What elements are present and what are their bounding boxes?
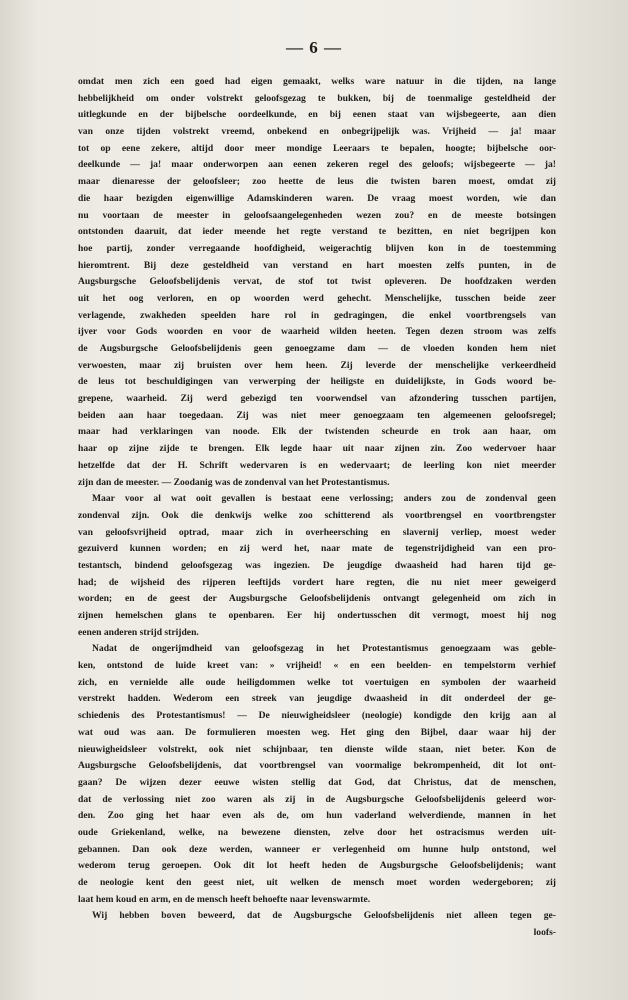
text-line: de leus tot beschuldigingen van verwerping der heiligste en duidelijkste, in Gods woord be- <box>78 376 556 388</box>
text-line: Wij hebben boven beweerd, dat de Augsburgsche Geloofsbelijdenis niet alleen tegen ge- <box>92 910 556 922</box>
text-line: nu voortaan de meester in geloofsaangelegenheden wezen zou? en de meeste botsingen <box>78 209 556 221</box>
text-line: hieromtrent. Bij deze gesteldheid van verstand en hart moesten zelfs punten, in de <box>78 259 556 271</box>
text-line: wederom terug geroepen. Ook dit lot heeft heden de Augsburgsche Geloofsbelijdenis; want <box>78 860 556 872</box>
text-line: de Augsburgsche Geloofsbelijdenis geen genoegzame dam — de vloeden konden hem niet <box>78 343 556 354</box>
text-line: van geloofsvrijheid optrad, maar zich in overheersching en slavernij verliep, moest weder <box>78 526 556 538</box>
text-line: grepene, waarheid. Zij werd gebezigd ten voorwendsel van afzondering tusschen partijen, <box>78 393 556 405</box>
text-line: verstrekt hadden. Wederom een streek van jeugdige dwaasheid in dit onderdeel der ge- <box>78 693 556 705</box>
text-line: eenen anderen strijd strijden. <box>78 626 199 638</box>
text-line: gebannen. Dan ook deze werden, wanneer er verlegenheid om hunne hulp ontstond, wel <box>78 843 556 855</box>
text-line: Nadat de ongerijmdheid van geloofsgezag in het Protestantismus genoegzaam was geble- <box>92 643 556 655</box>
text-line: tot op eene zekere, altijd door meer mondige Leeraars te bepalen, hoogte; bijbelsche oor- <box>78 142 556 154</box>
text-line: oude Griekenland, welke, na bewezene diensten, zelve door het ostracismus werden uit- <box>78 826 556 838</box>
text-line: verwoesten, maar zij bruisten over hem heen. Zij leverde der menschelijke verkeerdheid <box>78 359 556 371</box>
text-line: ijver voor Gods woorden en voor de waarheid wilden heeten. Tegen dezen stroom was zelfs <box>78 326 556 338</box>
text-line: worden; en de geest der Augsburgsche Geloofsbelijdenis ontvangt gelegenheid om zich in <box>78 593 556 605</box>
text-line: loofs- <box>533 927 556 939</box>
text-line: beiden aan haar toegedaan. Zij was niet meer genoegzaam ten algemeenen geloofsregel; <box>78 409 556 421</box>
text-line: wat oud was aan. De formulieren moesten weg. Het ging den Bijbel, daar waar hij der <box>78 726 556 738</box>
text-line: maar had verklaringen van noode. Elk der twistenden scheurde en trok aan haar, om <box>78 426 556 438</box>
text-line: den. Zoo ging het haar even als de, om hun vaderland welverdiende, mannen in het <box>78 810 556 822</box>
text-line: zich, en vernielde alle oude heiligdommen welke tot voertuigen en symbolen der waarheid <box>78 676 556 688</box>
text-line: uit het oog verloren, en op woorden werd gehecht. Menschelijke, tusschen beide zeer <box>78 292 556 304</box>
text-line: hetzelfde dat der H. Schrift wedervaren is en wedervaart; de leerling kon niet meerder <box>78 459 556 471</box>
text-line: laat hem koud en arm, en de mensch heeft behoefte naar levenswarmte. <box>78 893 371 905</box>
text-line: de neologie kent den geest niet, uit welken de mensch moet worden wedergeboren; zij <box>78 877 556 888</box>
text-line: ontstonden daaruit, dat ieder meende het regte verstand te bezitten, en niet begrijpen kon <box>78 226 556 238</box>
text-line: omdat men zich een goed had eigen gemaakt, welks ware natuur in die tijden, na lange <box>78 76 556 87</box>
text-line: hoe partij, zonder verregaande hoofdigheid, weigerachtig blijven kon in de toestemming <box>78 242 556 254</box>
page-number: — 6 — <box>286 38 342 57</box>
text-line: gezuiverd kunnen worden; en zij werd het, naar mate de tegenstrijdigheid van een pro- <box>78 543 556 555</box>
text-line: verlagende, zwakheden speelden hare rol in gedragingen, die enkel voortbrengsels van <box>78 309 556 321</box>
text-line: zijnen hemelschen glans te openbaren. Eer hij ondertusschen dit vermogt, moest hij nog <box>78 610 556 621</box>
text-line: testantsch, bindend geloofsgezag was ingezien. De jeugdige dwaasheid had haren tijd ge- <box>78 559 556 571</box>
text-line: had; de wijsheid des rijperen leeftijds vordert hare regten, die nu niet meer geweigerd <box>78 576 556 588</box>
text-line: zondenval zijn. Ook die denkwijs welke zoo schitterend als voortbrengsel en voortbrengster <box>78 509 556 521</box>
text-line: haar op zijne zijde te brengen. Elk legde haar uit naar zijnen zin. Zoo wedervoer haar <box>78 443 556 455</box>
text-line: Maar voor al wat ooit gevallen is bestaat eene verlossing; anders zou de zondenval geen <box>92 493 556 505</box>
text-line: dat de verlossing niet zoo waren als zij in de Augsburgsche Geloofsbelijdenis geleerd wor- <box>78 793 556 805</box>
text-line: uitlegkunde en der bijbelsche oordeelkunde, en bij eenen staat van wijsbegeerte, aan dien <box>78 109 556 121</box>
text-line: nieuwigheidsleer volstrekt, ook niet schijnbaar, ten dienste wilde staan, niet beter. Kon de <box>78 743 556 755</box>
text-line: maar dienaresse der geloofsleer; zoo heette de leus die twisten baren moest, omdat zij <box>78 176 556 188</box>
text-line: gaan? De wijzen dezer eeuwe wisten stellig dat God, dat Christus, dat de menschen, <box>78 776 556 788</box>
text-line: die haar bezigden eigenwillige Adamskinderen waren. De vraag moest worden, wie dan <box>78 192 556 204</box>
body-text <box>78 74 556 942</box>
text-line: deelkunde — ja! maar onderworpen aan eenen zekeren regel des geloofs; wijsbegeerte — ja! <box>78 159 556 171</box>
text-line: ken, ontstond de luide kreet van: » vrijheid! « en een beelden- en tempelstorm verhief <box>78 660 556 672</box>
text-line: zijn dan de meester. — Zoodanig was de zondenval van het Protestantismus. <box>78 476 390 488</box>
text-line: schiedenis des Protestantismus! — De nieuwigheidsleer (neologie) kondigde den krijg aan al <box>78 710 556 722</box>
text-line: van onze tijden volstrekt vreemd, onbekend en onbegrijpelijk was. Vrijheid — ja! maar <box>78 126 556 138</box>
text-line: Augsburgsche Geloofsbelijdenis, dat voortbrengsel van voormalige bekrompenheid, dit lot ont- <box>78 760 556 772</box>
text-line: hebbelijkheid om onder volstrekt geloofsgezag te bukken, bij de toenmalige gesteldheid der <box>78 92 556 104</box>
text-line: Augsburgsche Geloofsbelijdenis vervat, de stof tot twist opleveren. De hoofdzaken werden <box>78 276 556 288</box>
